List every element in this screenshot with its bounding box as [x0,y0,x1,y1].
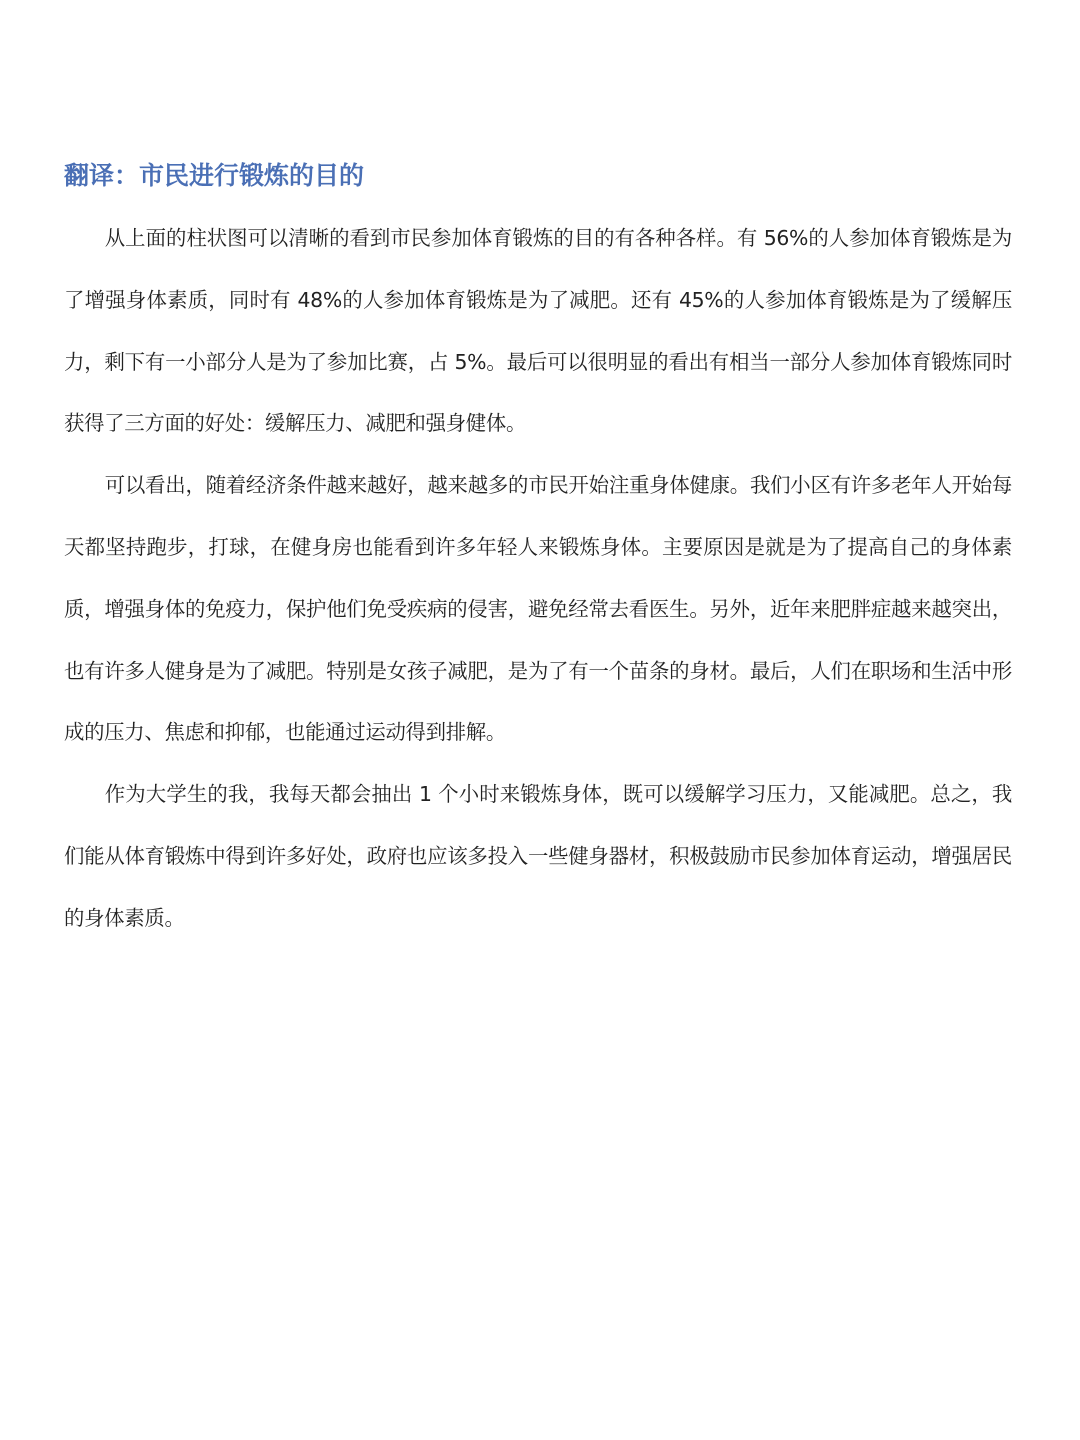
document-heading: 翻译：市民进行锻炼的目的 [64,161,365,190]
document-body [64,208,1012,950]
paragraph-3: 作为大学生的我，我每天都会抽出 1 个小时来锻炼身体，既可以缓解学习压力，又能减肥。总之，我们能从体育锻炼中得到许多好处，政府也应该多投入一些健身器材，积极鼓励市民参加体育运动，增强居民的身体素质。 [64,782,1012,930]
paragraph-2: 可以看出，随着经济条件越来越好，越来越多的市民开始注重身体健康。我们小区有许多老年人开始每天都坚持跑步，打球，在健身房也能看到许多年轻人来锻炼身体。主要原因是就是为了提高自己的身体素质，增强身体的免疫力，保护他们免受疾病的侵害，避免经常去看医生。另外，近年来肥胖症越来越突出，也有许多人健身是为了减肥。特别是女孩子减肥，是为了有一个苗条的身材。最后，人们在职场和生活中形成的压力、焦虑和抑郁，也能通过运动得到排解。 [64,473,1012,745]
paragraph-1: 从上面的柱状图可以清晰的看到市民参加体育锻炼的目的有各种各样。有 56%的人参加体育锻炼是为了增强身体素质，同时有 48%的人参加体育锻炼是为了减肥。还有 45%的人参加体育锻炼是为了缓解压力，剩下有一小部分人是为了参加比赛，占 5%。最后可以很明显的看出有相当一部分人参加体育锻炼同时获得了三方面的好处：缓解压力、减肥和强身健体。 [64,226,1012,436]
